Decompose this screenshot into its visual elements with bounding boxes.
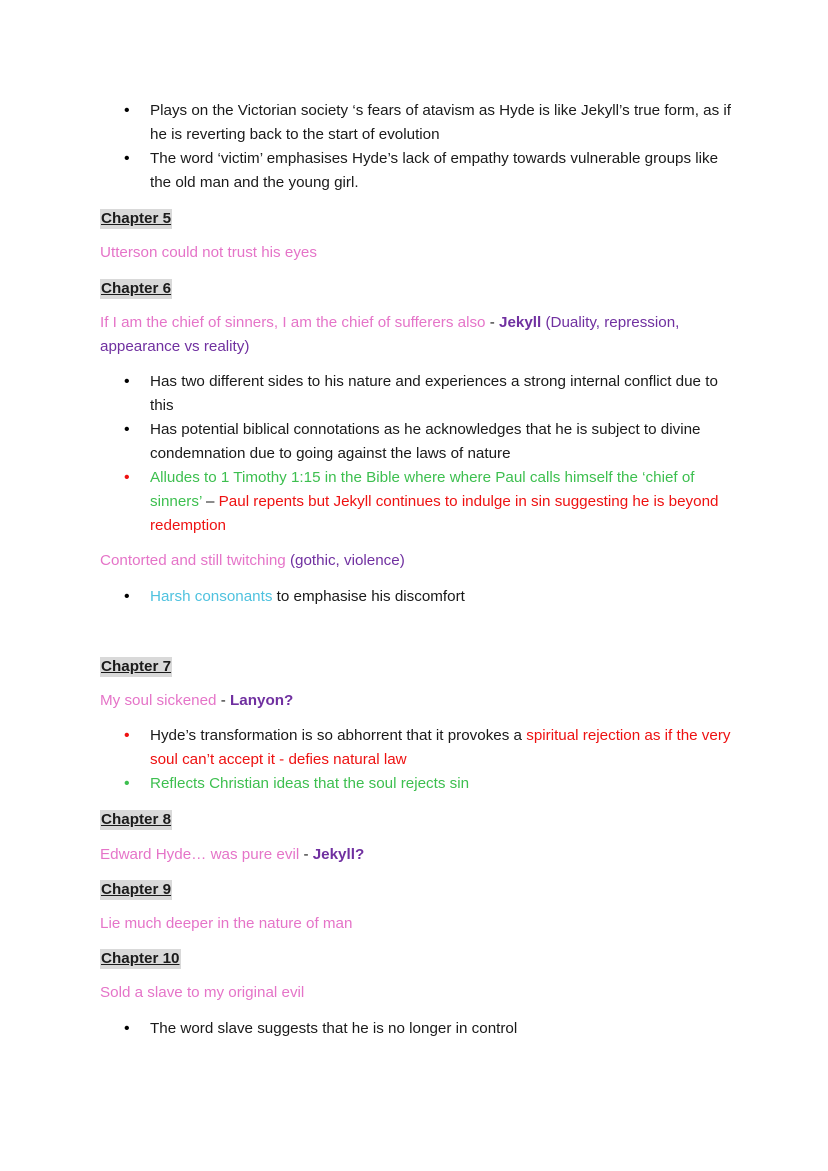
chapter-6-bullet-list [100,370,740,538]
chapter-10-quote: Sold a slave to my original evil [100,984,305,1001]
chapter-6-quote: If I am the chief of sinners, I am the chief of sufferers also [100,314,486,331]
chapter-6-quote-2: Contorted and still twitching [100,552,286,569]
chapter-10-heading: Chapter 10 [101,950,180,967]
chapter-9-heading: Chapter 9 [101,881,172,898]
chapter-8-heading: Chapter 8 [101,811,172,828]
list-item: • Plays on the Victorian society ‘s fears of atavism as Hyde is like Jekyll’s true form, as if he is reverting back to the start of evolution [100,99,740,147]
chapter-6-quote-line [100,311,740,359]
list-item: • Reflects Christian ideas that the soul rejects sin [100,772,740,796]
chapter-6-themes: (Duality, repression, appearance vs reality) [100,314,680,355]
list-item: • The word slave suggests that he is no longer in control [100,1017,740,1041]
chapter-7-bullet-list [100,724,740,796]
chapter-8-quote-line [100,843,740,867]
list-item [100,724,740,772]
spiritual-rejection-text: spiritual rejection as if the very soul can’t accept it - defies natural law [150,727,731,768]
transformation-text: Hyde’s transformation is so abhorrent that it provokes a [150,727,527,744]
chapter-6-themes-2: (gothic, violence) [285,552,405,569]
chapter-7-quote-line [100,689,740,713]
chapter-10-bullet-list [100,1017,740,1041]
chapter-6-bullet-list-2 [100,585,740,609]
chapter-9-quote: Lie much deeper in the nature of man [100,915,353,932]
chapter-7-heading-row [100,655,740,679]
bible-allusion: Alludes to 1 Timothy 1:15 in the Bible where where Paul calls himself the ‘chief of sinners’ [150,469,695,510]
chapter-7-heading: Chapter 7 [101,658,172,675]
chapter-5-heading: Chapter 5 [101,210,172,227]
quote-separator: - [299,846,313,863]
speaker-jekyll: Jekyll [499,314,542,331]
intro-bullet-list [100,99,740,195]
harsh-consonants-term: Harsh consonants [150,588,273,605]
speaker-lanyon: Lanyon? [230,692,294,709]
chapter-5-heading-row [100,207,740,231]
quote-separator: - [485,314,499,331]
harsh-consonants-rest: to emphasise his discomfort [272,588,465,605]
chapter-8-quote: Edward Hyde… was pure evil [100,846,300,863]
list-item: • The word ‘victim’ emphasises Hyde’s lack of empathy towards vulnerable groups like the old man and the young girl. [100,147,740,195]
speaker-jekyll: Jekyll? [312,846,365,863]
list-item: • Has two different sides to his nature and experiences a strong internal conflict due to this [100,370,740,418]
chapter-7-quote: My soul sickened [100,692,217,709]
chapter-6-quote-2-line [100,549,740,573]
list-item: • Has potential biblical connotations as he acknowledges that he is subject to divine condemnation due to going against the laws of nature [100,418,740,466]
quote-separator: - [216,692,230,709]
chapter-5-quote: Utterson could not trust his eyes [100,244,317,261]
chapter-10-heading-row [100,947,740,971]
chapter-8-heading-row [100,808,740,832]
list-item [100,585,740,609]
chapter-6-heading-row [100,277,740,301]
dash-separator: – [201,493,219,510]
list-item [100,466,740,538]
redemption-note: Paul repents but Jekyll continues to indulge in sin suggesting he is beyond redemption [150,493,719,534]
chapter-6-heading: Chapter 6 [101,280,172,297]
chapter-9-heading-row [100,878,740,902]
